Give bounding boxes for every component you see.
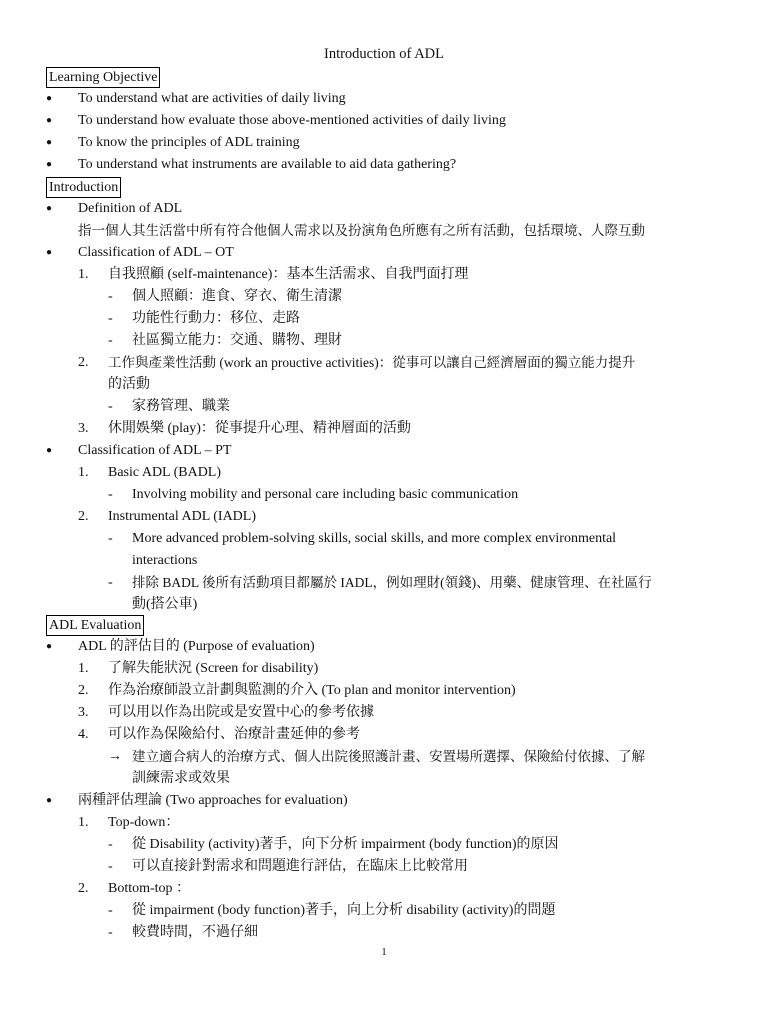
list-item (0, 746, 768, 768)
document-title: Introduction of ADL (323, 46, 444, 62)
dash-marker: - (108, 311, 113, 326)
list-item (0, 658, 768, 680)
purpose-item-1: 了解失能狀況 (Screen for disability) (108, 661, 319, 676)
list-item (0, 484, 768, 506)
pt-item-1: Basic ADL (BADL) (108, 465, 222, 480)
list-item (0, 264, 768, 286)
purpose-item-4: 可以作為保險給付、治療計畫延伸的參考 (108, 727, 360, 742)
number-marker: 2. (78, 683, 89, 698)
bullet-marker: ● (46, 137, 53, 148)
ot-item-1c: 社區獨立能力：交通、購物、理財 (132, 333, 342, 348)
list-item (0, 790, 768, 812)
list-item (0, 550, 768, 572)
number-marker: 2. (78, 881, 89, 896)
dash-marker: - (108, 289, 113, 304)
bottom-top-item-a: 從 impairment (body function)著手，向上分析 disability (activity)的問題 (132, 903, 556, 918)
top-down-item-b: 可以直接針對需求和問題進行評估，在臨床上比較常用 (132, 859, 468, 874)
arrow-icon: → (108, 749, 122, 764)
pt-item-2: Instrumental ADL (IADL) (108, 509, 256, 524)
number-marker: 4. (78, 727, 89, 742)
list-item (0, 702, 768, 724)
purpose-summary-continued: 訓練需求或效果 (132, 771, 230, 786)
dash-marker: - (108, 837, 113, 852)
dash-marker: - (108, 487, 113, 502)
dash-marker: - (108, 333, 113, 348)
list-item (0, 636, 768, 658)
objective-item (0, 110, 768, 132)
objective-item (0, 154, 768, 176)
objective-text: To understand what instruments are available to aid data gathering? (78, 157, 457, 172)
purpose-summary: 建立適合病人的治療方式、個人出院後照護計畫、安置場所選擇、保險給付依據、了解 (132, 749, 645, 764)
objective-text: To understand how evaluate those above-mentioned activities of daily living (78, 113, 506, 128)
bullet-marker: ● (46, 159, 53, 170)
objective-item (0, 88, 768, 110)
list-item (0, 878, 768, 900)
pt-item-1a: Involving mobility and personal care including basic communication (132, 487, 519, 502)
list-item (0, 812, 768, 834)
objective-text: To understand what are activities of daily living (78, 91, 346, 106)
section-heading-introduction: Introduction (46, 177, 121, 198)
bullet-marker: ● (46, 641, 53, 652)
list-item (0, 308, 768, 330)
number-marker: 1. (78, 267, 89, 282)
ot-item-1: 自我照顧 (self-maintenance)：基本生活需求、自我門面打理 (108, 267, 469, 282)
list-item (0, 242, 768, 264)
ot-item-1a: 個人照顧：進食、穿衣、衛生清潔 (132, 289, 342, 304)
dash-marker: - (108, 859, 113, 874)
list-item (0, 506, 768, 528)
number-marker: 1. (78, 465, 89, 480)
bullet-marker: ● (46, 445, 53, 456)
list-item (0, 220, 768, 242)
objective-item (0, 132, 768, 154)
dash-marker: - (108, 531, 113, 546)
list-item (0, 900, 768, 922)
purpose-title: ADL 的評估目的 (Purpose of evaluation) (78, 639, 315, 654)
purpose-item-2: 作為治療師設立計劃與監測的介入 (To plan and monitor intervention) (108, 683, 516, 698)
list-item (0, 330, 768, 352)
ot-item-2: 工作與產業性活動 (work an prouctive activities)：從事可以讓自己經濟層面的獨立能力提升 (108, 355, 636, 370)
section-heading-learning-objective: Learning Objective (46, 67, 160, 88)
bottom-top-item-b: 較費時間，不過仔細 (132, 925, 258, 940)
definition-text: 指一個人其生活當中所有符合他個人需求以及扮演角色所應有之所有活動，包括環境、人際互動 (78, 223, 645, 238)
dash-marker: - (108, 399, 113, 414)
pt-item-2b: 排除 BADL 後所有活動項目都屬於 IADL，例如理財(領錢)、用藥、健康管理、在社區行 (132, 575, 652, 590)
classification-ot-title: Classification of ADL – OT (78, 245, 234, 260)
list-item (0, 834, 768, 856)
bullet-marker: ● (46, 795, 53, 806)
purpose-item-3: 可以用以作為出院或是安置中心的參考依據 (108, 705, 374, 720)
top-down-item-a: 從 Disability (activity)著手，向下分析 impairment (body function)的原因 (132, 837, 559, 852)
list-item (0, 680, 768, 702)
approach-title: 兩種評估理論 (Two approaches for evaluation) (78, 793, 348, 808)
number-marker: 1. (78, 661, 89, 676)
number-marker: 2. (78, 509, 89, 524)
list-item (0, 374, 768, 396)
list-item (0, 528, 768, 550)
list-item (0, 286, 768, 308)
ot-item-3: 休閒娛樂 (play)：從事提升心理、精神層面的活動 (108, 421, 411, 436)
number-marker: 3. (78, 421, 89, 436)
page-number: 1 (381, 946, 387, 958)
list-item (0, 922, 768, 944)
list-item (0, 768, 768, 790)
list-item (0, 856, 768, 878)
objective-text: To know the principles of ADL training (78, 135, 300, 150)
top-down-title: Top-down： (108, 815, 180, 830)
bullet-marker: ● (46, 115, 53, 126)
list-item (0, 198, 768, 220)
pt-item-2a-continued: interactions (132, 553, 198, 568)
dash-marker: - (108, 925, 113, 940)
dash-marker: - (108, 575, 113, 590)
list-item (0, 418, 768, 440)
number-marker: 1. (78, 815, 89, 830)
classification-pt-title: Classification of ADL – PT (78, 443, 232, 458)
bullet-marker: ● (46, 93, 53, 104)
pt-item-2a: More advanced problem-solving skills, social skills, and more complex environmental (132, 531, 617, 546)
bottom-top-title: Bottom-top ： (108, 881, 191, 896)
dash-marker: - (108, 903, 113, 918)
bullet-marker: ● (46, 247, 53, 258)
list-item (0, 724, 768, 746)
list-item (0, 462, 768, 484)
list-item (0, 572, 768, 594)
list-item (0, 594, 768, 616)
definition-title: Definition of ADL (78, 201, 183, 216)
bullet-marker: ● (46, 203, 53, 214)
number-marker: 3. (78, 705, 89, 720)
ot-item-2-continued: 的活動 (108, 377, 150, 392)
ot-item-1b: 功能性行動力：移位、走路 (132, 311, 300, 326)
pt-item-2b-continued: 動(搭公車) (132, 597, 198, 612)
number-marker: 2. (78, 355, 89, 370)
list-item (0, 352, 768, 374)
list-item (0, 440, 768, 462)
section-heading-adl-evaluation: ADL Evaluation (46, 615, 144, 636)
list-item (0, 396, 768, 418)
ot-item-2a: 家務管理、職業 (132, 399, 230, 414)
